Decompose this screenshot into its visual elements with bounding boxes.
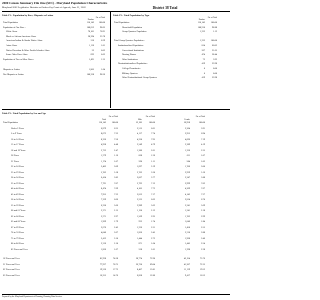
table-p2-cell: 98.88	[211, 26, 217, 29]
table-p3-cell: 4,938	[100, 144, 106, 146]
table-p2-cell: 0	[203, 72, 205, 75]
table-p1-cell: 100.00	[98, 22, 105, 24]
table-p3-cell: 41,207	[183, 263, 190, 266]
table-p3-cell: 100.00	[148, 122, 155, 124]
table-p1-cell: 33	[91, 49, 94, 52]
table-p3-cell: 8,326	[100, 138, 106, 141]
table-p3-cell: 5,702	[100, 171, 106, 174]
table-p3-cell: 5.91	[201, 127, 205, 130]
table-p3-cell: 81,928	[99, 258, 106, 260]
table-p3-cell: 3,403	[100, 166, 106, 168]
table-p3-cell: 110,143	[98, 122, 106, 124]
table-p2-cell: 814	[201, 45, 205, 47]
table-p3-cell: 4.79	[151, 144, 155, 146]
table-p3-cell: 7.95	[151, 138, 155, 141]
footer-note: Prepared by the Maryland Department of Planning, Planning Data Services	[2, 295, 63, 298]
table-p3-row-label: 40 to 44 Years	[11, 188, 24, 190]
table-p3-cell: 1.03	[201, 160, 205, 163]
table-p3-cell: 6.61	[151, 127, 155, 130]
table-p3-cell: 7.33	[114, 133, 118, 135]
table-p1-col-pct: Pct. of Total	[95, 16, 105, 19]
table-p3-cell: 3.45	[151, 232, 155, 234]
table-p3-cell: 5.77	[151, 177, 155, 179]
table-p3-cell: 3.09	[114, 166, 118, 168]
table-p2-cell: 5.92	[213, 58, 217, 61]
table-p1-row-label: Population of One Race :	[3, 26, 26, 29]
table-p3-cell: 14.76	[112, 274, 118, 277]
table-p1-cell: 98.65	[99, 26, 105, 29]
table-p3-cell: 1.67	[114, 248, 118, 251]
table-p1-row-label: Total Population	[3, 22, 18, 24]
table-p3-row-label: 75 to 79 Years	[11, 237, 24, 240]
table-p3-cell: 2.99	[201, 215, 205, 218]
table-p3-cell: 77,927	[99, 263, 106, 266]
table-p3-row-label: 21 Years	[11, 160, 19, 163]
table-p2-cell: 419	[201, 63, 205, 66]
table-p2-cell: 110,143	[197, 22, 205, 24]
table-p3-cell: 4.19	[201, 144, 205, 146]
table-p3-cell: 4,142	[184, 193, 190, 196]
table-p3-cell: 2.54	[201, 243, 205, 245]
table-p3-cell: 1.84	[201, 221, 205, 223]
table-p3-cell: 6.94	[201, 133, 205, 135]
table-p3-cell: 1.01	[151, 248, 155, 251]
table-p3-row-label: 30 to 34 Years	[11, 177, 24, 179]
table-p3-cell: 16,255	[99, 274, 106, 277]
table-p1-cell: 1.64	[101, 69, 105, 72]
table-p2-row-label: College Dormitories	[122, 68, 141, 70]
table-p3-cell: 7.72	[151, 188, 155, 190]
table-p3-row-label: 70 to 74 Years	[11, 232, 24, 234]
table-p3-cell: 5.69	[201, 204, 205, 207]
table-p3-cell: 6,879	[100, 127, 106, 130]
table-p3-cell: 2.31	[151, 226, 155, 229]
table-p3-col-female: Female	[184, 118, 190, 121]
table-p3-cell: 7.74	[151, 133, 155, 135]
table-p3-cell: 3.19	[151, 166, 155, 168]
table-p3-cell: 1.07	[201, 155, 205, 157]
table-p3-cell: 5.18	[114, 171, 118, 174]
table-p1-cell: 108,338	[86, 74, 94, 76]
table-p1-cell: 25.78	[99, 35, 105, 38]
table-p3-row-label: 62 Years and Over	[3, 269, 20, 271]
table-p1-cell: 0.63	[101, 54, 105, 57]
table-p3-cell: 3,525	[136, 199, 142, 201]
table-p1-row-label: Not Hispanic or Latino	[3, 74, 24, 76]
table-p3-cell: 1.79	[114, 221, 118, 223]
table-p3-cell: 5.62	[151, 204, 155, 207]
table-p3-cell: 3,347	[184, 177, 190, 179]
table-p3-cell: 2,316	[100, 243, 106, 245]
table-p3-cell: 1,444	[136, 237, 142, 240]
table-p3-row-label: 65 and 66 Years	[11, 221, 26, 223]
table-p3-row-label: 67 to 69 Years	[11, 226, 24, 229]
table-p2-row-label: Nursing Homes	[122, 54, 137, 57]
table-p1-row-label: American Indian & Alaska Native Alone	[6, 40, 43, 43]
table-p3-row-label: 20 Years	[11, 155, 19, 157]
table-p3-cell: 611	[186, 155, 190, 157]
table-p3-row-label: 10 to 14 Years	[11, 138, 24, 141]
table-p1-cell: 108,652	[86, 26, 94, 29]
table-p3-cell: 69.04	[149, 263, 155, 266]
table-p3-cell: 16.53	[199, 274, 205, 277]
table-p2-cell: 1,233	[199, 31, 205, 34]
table-p2-cell: 0.00	[213, 68, 217, 70]
table-p3-cell: 2.97	[114, 215, 118, 218]
table-p1-cell: 1,491	[88, 58, 94, 61]
table-p3-cell: 538	[138, 248, 142, 251]
table-p3-cell: 72.90	[149, 258, 155, 260]
table-p3-cell: 5.16	[201, 171, 205, 174]
table-p3-cell: 1,968	[184, 237, 190, 240]
table-p3-cell: 2,210	[184, 232, 190, 234]
table-p3-row-label: Under 5 Years	[11, 127, 24, 130]
table-p3-cell: 584	[186, 160, 190, 163]
table-p3-cell: 3,999	[184, 182, 190, 185]
table-p1-col-number: Number	[87, 19, 94, 21]
table-p3-cell: 70.75	[112, 263, 118, 266]
table-p3-cell: 7.17	[151, 193, 155, 196]
table-p3-cell: 1.74	[151, 221, 155, 223]
table-p3-row-label: 21 Years and Over	[3, 263, 20, 266]
table-p3-cell: 3,271	[100, 215, 106, 218]
table-p3-cell: 2,389	[184, 144, 190, 146]
table-p2-cell: 0.00	[213, 72, 217, 75]
table-p3-cell: 7.07	[114, 182, 118, 185]
table-p3-cell: 3.46	[201, 237, 205, 240]
table-p1-cell: 1,116	[89, 45, 94, 47]
table-p3-cell: 3.88	[201, 232, 205, 234]
table-p3-cell: 590	[138, 160, 142, 163]
table-p3-cell: 4,230	[136, 138, 142, 141]
report-subtitle: Maryland 2002 Legislative Districts as Ordered by Court of Appeals, June 21, 2002	[2, 6, 86, 9]
table-p2-row-label: Institutionalized Population :	[118, 45, 145, 47]
table-p3-cell: 12.86	[149, 274, 155, 277]
table-p2-cell: 100.00	[210, 40, 217, 43]
table-p3-cell: 1,241	[184, 210, 190, 212]
table-p2-row-label: Other Noninstitutional Group Quarters	[122, 77, 157, 80]
table-p3-row-label: 80 to 84 Years	[11, 243, 24, 245]
table-p3-cell: 2.61	[151, 149, 155, 152]
table-p3-cell: 2.43	[114, 226, 118, 229]
table-p3-cell: 2,549	[136, 144, 142, 146]
table-p3-cell: 2,371	[100, 210, 106, 212]
table-p3-cell: 3,813	[136, 193, 142, 196]
table-p3-cell: 17.73	[112, 269, 118, 271]
table-p3-cell: 53,185	[135, 122, 142, 124]
table-p3-row-label: 22 to 24 Years	[11, 166, 24, 168]
table-p1-row-label: White Alone	[6, 31, 18, 34]
table-p3-cell: 5.88	[201, 177, 205, 179]
table-p3-cell: 2,763	[136, 171, 142, 174]
table-p3-cell: 7.02	[201, 182, 205, 185]
table-p2-cell: 73	[202, 58, 205, 61]
table-p1-cell: 110,143	[86, 22, 94, 24]
table-p2-cell: 100.00	[210, 22, 217, 24]
table-p3-col-male: Male	[138, 118, 142, 121]
table-p3-cell: 9,417	[184, 274, 190, 277]
table-p3-col-pct-total: Pct. of Total	[108, 116, 118, 118]
table-p3-cell: 8,474	[100, 188, 106, 190]
table-p3-col-total: Total	[102, 118, 106, 121]
table-p2-cell: 1.12	[213, 31, 217, 34]
table-p3-cell: 1.07	[114, 160, 118, 163]
table-p3-row-label: 18 Years and Over	[3, 258, 20, 260]
table-p3-cell: 2,939	[184, 171, 190, 174]
report-title: 2000 Census Summary File One (SF1) - Maryland Population Characteristics	[2, 1, 108, 5]
table-p3-cell: 1,702	[184, 215, 190, 218]
table-p3-cell: 1,569	[136, 215, 142, 218]
table-p3-cell: 7.19	[201, 138, 205, 141]
table-p1-cell: 98.36	[99, 74, 105, 76]
table-p2-row-label: Military Quarters	[122, 72, 138, 75]
table-p1-cell: 316	[90, 40, 94, 43]
section-rule	[2, 109, 230, 110]
table-p3-cell: 75.76	[199, 258, 205, 260]
table-p3-cell: 4,369	[184, 188, 190, 190]
table-p3-cell: 1,969	[100, 221, 106, 223]
table-p3-cell: 7.27	[201, 193, 205, 196]
table-p2-row-label: Other Institutions	[122, 58, 138, 61]
table-p3-cell: 871	[138, 243, 142, 245]
table-p3-cell: 1.11	[151, 160, 155, 163]
table-p3-cell: 3,792	[136, 182, 142, 185]
table-p3-cell: 4,105	[136, 188, 142, 190]
table-p3-cell: 6,414	[100, 177, 106, 179]
table-p3-cell: 8,407	[136, 269, 142, 271]
table-p3-row-label: 55 to 59 Years	[11, 204, 24, 207]
table-p3-cell: 3,955	[184, 133, 190, 135]
table-p3-cell: 3,515	[136, 127, 142, 130]
table-p3-cell: 7.56	[114, 138, 118, 141]
table-p3-cell: 7.69	[114, 188, 118, 190]
table-p3-cell: 6.25	[114, 127, 118, 130]
table-p3-cell: 3,364	[184, 127, 190, 130]
table-p3-row-label: Total Population	[3, 122, 18, 124]
table-p3-cell: 1.26	[151, 155, 155, 157]
table-p3-cell: 1,226	[136, 226, 142, 229]
table-p2-cell: 108,910	[197, 26, 205, 29]
table-p2-cell: 33.98	[211, 63, 217, 66]
table-p3-cell: 6.66	[114, 199, 118, 201]
table-p3-cell: 3.67	[114, 232, 118, 234]
table-p3-cell: 2.15	[114, 210, 118, 212]
table-p3-title: Table P3 : Total Population by Sex and Age	[2, 112, 47, 115]
table-p3-cell: 1,174	[100, 160, 106, 163]
table-p3-row-label: 60 and 61 Years	[11, 210, 26, 212]
table-p3-cell: 2.12	[151, 210, 155, 212]
table-p2-col-pct: Pct. of Total	[207, 16, 217, 19]
table-p3-cell: 1,450	[184, 226, 190, 229]
table-p2-cell: 1,233	[199, 40, 205, 43]
table-p3-cell: 1,836	[136, 232, 142, 234]
table-p2-row-label: Total Population :	[114, 22, 131, 24]
table-p3-row-label: 65 Years and Over	[3, 274, 20, 277]
table-p3-cell: 2.72	[151, 237, 155, 240]
table-p2-cell: 66.02	[211, 45, 217, 47]
table-p3-cell: 36,720	[135, 263, 142, 266]
table-p3-cell: 1,336	[184, 149, 190, 152]
table-p3-cell: 5.20	[151, 171, 155, 174]
table-p3-col-pct-female: Pct. of Total	[195, 116, 205, 118]
table-p3-cell: 2,676	[100, 226, 106, 229]
table-p2-cell: 21.65	[211, 49, 217, 52]
table-p3-cell: 2.35	[201, 149, 205, 152]
table-p3-cell: 2,722	[100, 149, 106, 152]
table-p1-row-label: Hispanic or Latino	[3, 69, 20, 72]
table-p3-cell: 2.28	[201, 248, 205, 251]
table-p1-cell: 0.03	[101, 49, 105, 52]
table-p3-cell: 3.10	[114, 237, 118, 240]
table-p2-row-label: Group Quarters Population	[122, 31, 147, 34]
table-p1-row-label: Some Other Race Alone	[6, 54, 28, 57]
table-p1-title: Table P1 : Population by Race, Hispanic or Latino	[2, 13, 54, 17]
table-p1-cell: 1.01	[101, 45, 105, 47]
table-p2-cell: 474	[201, 54, 205, 57]
table-p3-cell: 1.64	[151, 243, 155, 245]
table-p3-cell: 11,119	[183, 269, 190, 271]
table-p3-cell: 6,838	[136, 274, 142, 277]
table-p3-cell: 74.38	[112, 258, 118, 260]
table-p3-cell: 5.66	[114, 204, 118, 207]
table-p3-cell: 4,046	[100, 232, 106, 234]
table-p3-cell: 923	[138, 221, 142, 223]
table-p3-cell: 1.16	[114, 155, 118, 157]
table-p3-cell: 1,386	[136, 149, 142, 152]
table-p3-cell: 1,445	[184, 243, 190, 245]
table-p3-cell: 100.00	[198, 122, 205, 124]
table-p3-cell: 19.52	[199, 269, 205, 271]
table-p3-cell: 3.00	[201, 166, 205, 168]
table-p3-cell: 7,955	[100, 193, 106, 196]
table-divider	[110, 11, 111, 108]
footer-rule	[2, 294, 230, 295]
table-p1-cell: 692	[90, 54, 94, 57]
table-p1-row-label: Native Hawaiian & Other Pacific Islander Alone	[6, 49, 50, 52]
table-p3-cell: 4,096	[184, 138, 190, 141]
table-p3-cell: 19,526	[99, 269, 106, 271]
table-p3-cell: 2.55	[201, 226, 205, 229]
table-p3-row-label: 18 and 19 Years	[11, 149, 26, 152]
table-p1-cell: 1,805	[88, 69, 94, 72]
table-p3-cell: 2,989	[136, 204, 142, 207]
table-p1-cell: 1.35	[101, 58, 105, 61]
table-p3-cell: 1,836	[100, 248, 106, 251]
table-p3-row-label: 50 to 54 Years	[11, 199, 24, 201]
table-p2-title: Table P2 : Total Population by Type	[113, 13, 150, 17]
table-p3-row-label: 35 to 39 Years	[11, 182, 24, 185]
table-p2-cell: 419	[201, 77, 205, 80]
table-p2-cell: 33.98	[211, 77, 217, 80]
table-p3-cell: 5.82	[114, 177, 118, 179]
table-p1-cell: 28,394	[87, 35, 94, 38]
table-p3-cell: 3,814	[184, 199, 190, 201]
table-p3-cell: 72.35	[199, 263, 205, 266]
table-p3-cell: 6.63	[151, 199, 155, 201]
table-p1-row-label: Asian Alone	[6, 45, 18, 47]
table-p3-row-label: 15 to 17 Years	[11, 144, 24, 146]
table-p3-cell: 56,958	[183, 122, 190, 124]
table-p3-cell: 668	[138, 155, 142, 157]
table-p1-cell: 78,101	[87, 31, 94, 34]
table-p3-row-label: 25 to 29 Years	[11, 171, 24, 174]
table-p3-col-pct-male: Pct. of Total	[145, 116, 155, 118]
table-p3-cell: 1,697	[136, 166, 142, 168]
table-p3-cell: 15.81	[149, 269, 155, 271]
table-p3-cell: 1,298	[184, 248, 190, 251]
table-p3-cell: 2.95	[151, 215, 155, 218]
table-p3-row-label: 45 to 49 Years	[11, 193, 24, 196]
table-p3-cell: 6,230	[100, 204, 106, 207]
table-p1-cell: 0.29	[101, 40, 105, 43]
table-p3-cell: 1,279	[100, 155, 106, 157]
table-p3-cell: 1,706	[184, 166, 190, 168]
table-p2-row-label: Household Population	[122, 26, 143, 29]
table-p2-cell: 267	[201, 49, 205, 52]
table-p3-cell: 4.48	[114, 144, 118, 146]
table-p3-cell: 7.13	[151, 182, 155, 185]
table-p3-row-label: 85 Years and Over	[11, 248, 28, 251]
table-p3-cell: 3,067	[136, 177, 142, 179]
table-p3-cell: 3,412	[100, 237, 106, 240]
table-p3-cell: 3,241	[184, 204, 190, 207]
table-p3-cell: 1,130	[136, 210, 142, 212]
table-p3-cell: 7.67	[201, 188, 205, 190]
table-p1-row-label: Population of Two or More Races	[3, 58, 34, 61]
table-p3-cell: 43,154	[183, 258, 190, 260]
table-p2-row-label: Correctional Institutions	[122, 49, 144, 52]
table-p2-col-number: Number	[198, 19, 205, 21]
table-p1-cell: 70.91	[99, 31, 105, 34]
table-p3-cell: 6.70	[201, 199, 205, 201]
table-p3-cell: 7,339	[100, 199, 106, 201]
table-p3-cell: 7.22	[114, 193, 118, 196]
district-title: District 38 Total	[152, 5, 178, 10]
table-p3-cell: 2.10	[114, 243, 118, 245]
table-p2-row-label: Total Group Quarters Population :	[114, 40, 145, 43]
table-p3-cell: 7,791	[100, 182, 106, 185]
table-p3-cell: 100.00	[111, 122, 118, 124]
table-p3-cell: 2.18	[201, 210, 205, 212]
table-p3-cell: 4,117	[137, 133, 142, 135]
table-p2-cell: 0	[203, 68, 205, 70]
table-p3-row-label: 62 to 64 Years	[11, 215, 24, 218]
table-p2-row-label: Noninstitutionalized Population :	[118, 63, 148, 66]
table-p2-cell: 38.44	[211, 54, 217, 57]
table-p3-cell: 1,046	[184, 221, 190, 223]
table-p3-cell: 2.47	[114, 149, 118, 152]
table-p3-cell: 38,774	[135, 258, 142, 260]
table-p1-row-label: Black or African American Alone	[6, 35, 37, 38]
table-p3-row-label: 5 to 9 Years	[11, 133, 22, 135]
header-rule	[2, 11, 230, 12]
table-p3-cell: 8,072	[100, 133, 106, 135]
